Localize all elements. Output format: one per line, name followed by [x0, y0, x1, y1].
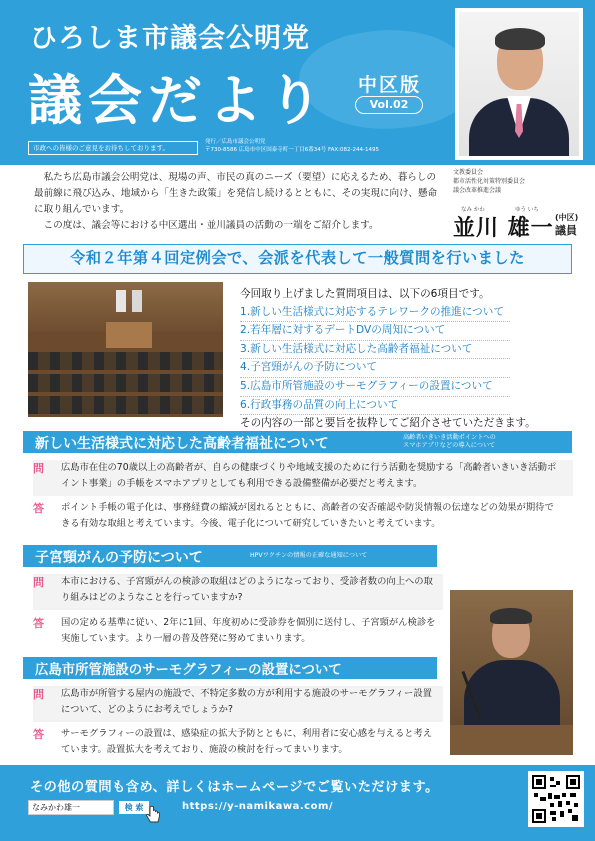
name-ruby-mei: ゆう いち [515, 207, 539, 213]
answer-block [33, 726, 443, 762]
question-block [33, 460, 573, 496]
homepage-url[interactable]: https://y-namikawa.com/ [182, 801, 334, 812]
committee-roles [453, 168, 588, 195]
header-banner [0, 0, 595, 165]
qr-code-graphic [532, 775, 580, 823]
section-elderly-welfare-header [23, 431, 572, 453]
volume-badge: Vol.02 [355, 96, 423, 114]
opinion-notice: 市政への皆様のご意見をお待ちしております。 [28, 141, 198, 155]
question-block [33, 686, 443, 722]
question-mark: 問 [33, 576, 44, 589]
answer-mark: 答 [33, 617, 44, 630]
section-title: 新しい生活様式に対応した高齢者福祉について [35, 436, 329, 452]
answer-mark: 答 [33, 502, 44, 515]
intro-paragraph-2: この度は、議会等における中区選出・並川議員の活動の一端をご紹介します。 [43, 220, 379, 231]
section-cervical-cancer-header [23, 545, 437, 567]
member-name: 並川 雄一 [453, 216, 554, 241]
section-title: 広島市所管施設のサーモグラフィーの設置について [35, 663, 342, 678]
answer-block [33, 615, 443, 651]
section-subtitle: HPVワクチンの情報の正確な通知について [250, 552, 368, 559]
member-ward: (中区) [555, 213, 579, 222]
answer-text: ポイント手帳の電子化は、事務経費の縮減が図れるとともに、高齢者の安否確認や防災情報の伝達などの効果が期待できる有効な取組と考えています。今後、電子化について研究していきたいと考えています。 [61, 502, 554, 529]
question-mark: 問 [33, 688, 44, 701]
newsletter-title: 議会だより [28, 69, 328, 132]
question-text: 本市における、子宮頸がんの検診の取組はどのようになっており、受診者数の向上への取り組みはどのようなことを行っていますか? [61, 576, 433, 603]
intro-paragraph-1: 私たち広島市議会公明党は、現場の声、市民の真のニーズ（要望）に応えるため、暮らしの最前線に飛び込み、地域から「生きた政策」を発信し続けるとともに、その実現に向け、懸命に取り組んでいます。 [34, 172, 438, 215]
qr-code-icon[interactable] [528, 771, 584, 827]
section-thermography-header [23, 657, 437, 679]
speaker-photo [450, 590, 573, 755]
search-button[interactable]: 検 索 [118, 800, 150, 815]
answer-block [33, 500, 573, 536]
topic-item: 6.行政事務の品質の向上について [240, 397, 510, 416]
footer-banner [0, 765, 595, 841]
party-name: ひろしま市議会公明党 [30, 23, 310, 54]
member-profile [453, 168, 588, 241]
topic-item: 5.広島市所管施設のサーモグラフィーの設置について [240, 378, 510, 397]
main-headline: 令和２年第４回定例会で、会派を代表して一般質問を行いました [23, 244, 572, 274]
role-item: 都市活性化対策特別委員会 [453, 178, 526, 185]
question-text: 広島市が所管する屋内の施設で、不特定多数の方が利用する施設のサーモグラフィー設置について、どのようにお考えでしょうか? [61, 688, 432, 715]
publisher-address: 〒730-8586 広島市中区国泰寺町一丁目6番34号 FAX:082-244-1495 [205, 147, 379, 153]
question-block [33, 574, 443, 610]
search-input[interactable]: なみかわ雄一 [28, 800, 114, 815]
role-item: 議会改革推進会議 [453, 187, 502, 194]
answer-text: サーモグラフィーの設置は、感染症の拡大予防とともに、利用者に安心感を与えると考えています。設置拡大を考えており、施設の検討を行ってまいります。 [61, 728, 433, 755]
topic-item: 3.新しい生活様式に対応した高齢者福祉について [240, 341, 510, 360]
portrait-photo-frame [455, 8, 583, 160]
question-text: 広島市在住の70歳以上の高齢者が、自らの健康づくりや地域支援のために行う活動を奨励する「高齢者いきいき活動ポイント事業」の手帳をスマホアプリとしても利用できる設備整備が必要だと考えます。 [61, 462, 557, 489]
name-ruby-sei: なみ かわ [461, 207, 485, 213]
member-title: 議員 [555, 224, 577, 237]
topics-lead: 今回取り上げました質問項目は、以下の6項目です。 [240, 288, 490, 300]
assembly-hall-photo [28, 282, 223, 417]
question-mark: 問 [33, 462, 44, 475]
publisher-name: 発行／広島市議会公明党 [205, 139, 266, 145]
topic-item: 1.新しい生活様式に対応するテレワークの推進について [240, 304, 510, 323]
answer-text: 国の定める基準に従い、2年に1回、年度初めに受診券を個別に送付し、子宮頸がん検診を実施しています。より一層の普及啓発に努めてまいります。 [61, 617, 436, 644]
intro-text [34, 170, 444, 234]
topics-outro: その内容の一部と要旨を抜粋してご紹介させていただきます。 [240, 417, 536, 430]
publisher-info [205, 138, 379, 154]
role-item: 文教委員会 [453, 169, 484, 176]
hand-cursor-icon [144, 805, 162, 825]
answer-mark: 答 [33, 728, 44, 741]
portrait-photo [459, 12, 579, 156]
edition-label: 中区版 [358, 74, 422, 96]
topic-item: 4.子宮頸がんの予防について [240, 359, 510, 378]
section-title: 子宮頸がんの予防について [35, 550, 203, 566]
topic-item: 2.若年層に対するデートDVの周知について [240, 322, 510, 341]
section-subtitle: 高齢者いきいき活動ポイントへの スマホアプリなどの導入について [403, 434, 496, 449]
footer-message: その他の質問も含め、詳しくはホームページでご覧いただけます。 [30, 780, 439, 795]
question-topics [240, 286, 575, 433]
